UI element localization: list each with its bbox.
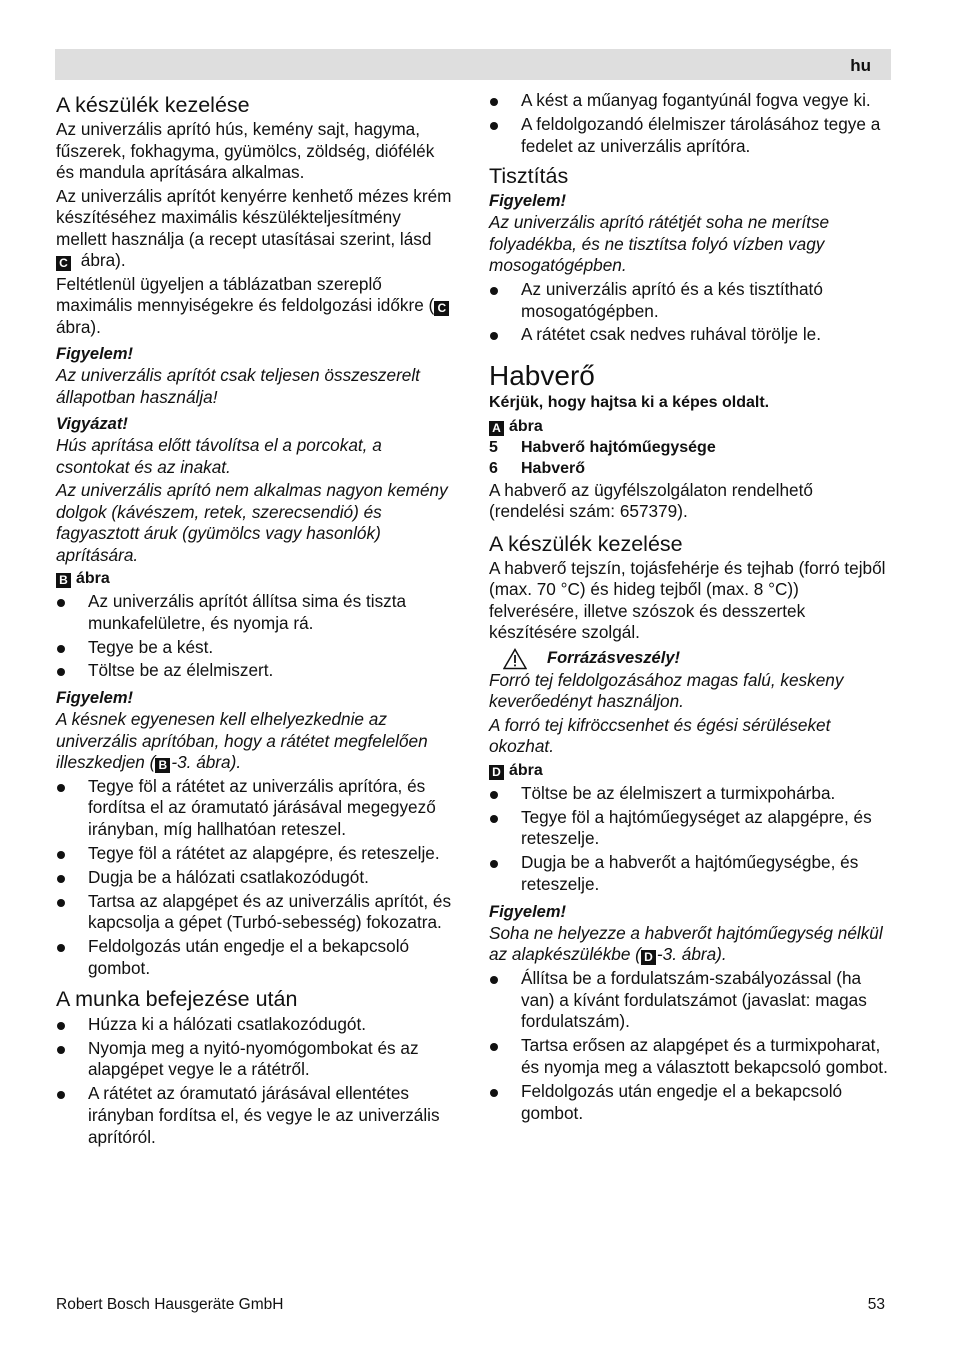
- attention-heading: Figyelem!: [56, 689, 134, 708]
- list-item: Töltse be az élelmiszert a turmixpohárba.: [489, 783, 893, 805]
- attention-text: Az univerzális aprító rátétjét soha ne merítse folyadékba, és ne tisztítsa folyó vízben vagy mosogatógépben.: [489, 212, 830, 276]
- section-heading-use: A készülék kezelése: [489, 531, 683, 556]
- warning-triangle-icon: [503, 648, 527, 670]
- list-item: A kést a műanyag fogantyúnál fogva vegye ki.: [489, 90, 893, 112]
- figure-a-badge: A: [489, 421, 504, 436]
- caution-text: Az univerzális aprító nem alkalmas nagyon kemény dolgok (kávészem, retek, szerecsendió) és fagyasztott áruk (gyümölcs vagy hasonlók) aprítására.: [56, 480, 448, 565]
- caution-text: Hús aprítása előtt távolítsa el a porcokat, a csontokat és az inakat.: [56, 435, 382, 477]
- left-column: [56, 90, 456, 1152]
- parts-item: 5 Habverő hajtóműegysége: [489, 438, 716, 456]
- figure-b-badge: B: [56, 573, 71, 588]
- paragraph: A habverő tejszín, tojásfehérje és tejhab (forró tejből (max. 70 °C) és hideg tejből (max. 8 °C)) felverésére, illetve szószok és desszertek készítésére szolgál.: [489, 557, 886, 643]
- scald-heading: Forrázásveszély!: [547, 649, 680, 668]
- attention-heading: Figyelem!: [489, 192, 567, 211]
- figure-reference: D ábra: [489, 760, 893, 781]
- section-heading-use: A készülék kezelése: [56, 93, 250, 117]
- figure-reference: A ábra: [489, 416, 893, 437]
- fold-out-note: Kérjük, hogy hajtsa ki a képes oldalt.: [489, 394, 770, 412]
- figure-reference: B ábra: [56, 568, 456, 589]
- instruction-list: [56, 1014, 456, 1149]
- paragraph: Az univerzális aprító hús, kemény sajt, hagyma, fűszerek, fokhagyma, gyümölcs, zöldség, diófélék és mandula aprítására alkalmas.: [56, 119, 435, 182]
- list-item: Tegye föl a rátétet az univerzális aprítóra, és fordítsa el az óramutató járásával megegyező irányban, míg hallhatóan reteszel.: [56, 776, 456, 841]
- list-item: Tartsa az alapgépet és az univerzális aprítót, és kapcsolja a gépet (Turbó-sebesség) fokozatra.: [56, 891, 456, 935]
- list-item: Dugja be a habverőt a hajtóműegységbe, és reteszelje.: [489, 852, 893, 896]
- list-item: Töltse be az élelmiszert.: [56, 660, 456, 682]
- list-item: Az univerzális aprító és a kés tisztítható mosogatógépben.: [489, 279, 893, 323]
- scald-text: A forró tej kifröccsenhet és égési sérüléseket okozhat.: [489, 714, 831, 757]
- paragraph: A habverő az ügyfélszolgálaton rendelhető (rendelési szám: 657379).: [489, 479, 813, 522]
- list-item: Húzza ki a hálózati csatlakozódugót.: [56, 1014, 456, 1036]
- right-column: [489, 90, 893, 1127]
- caution-heading: Vigyázat!: [56, 415, 128, 433]
- list-item: Nyomja meg a nyitó-nyomógombokat és az alapgépet vegye le a rátétről.: [56, 1038, 456, 1082]
- paragraph: Az univerzális aprítót kenyérre kenhető mézes krém készítéséhez maximális készülékteljesítmény mellett használja (a recept utasításai szerint, lásd C ábra).: [56, 185, 452, 270]
- scald-text: Forró tej feldolgozásához magas falú, keskeny keverőedényt használjon.: [489, 669, 844, 712]
- instruction-list: [489, 783, 893, 896]
- section-heading-after: A munka befejezése után: [56, 986, 298, 1011]
- list-item: A rátétet csak nedves ruhával törölje le.: [489, 324, 893, 346]
- list-item: Tegye föl a hajtóműegységet az alapgépre, és reteszelje.: [489, 807, 893, 851]
- instruction-list: [56, 591, 456, 682]
- attention-text: A késnek egyenesen kell elhelyezkednie az univerzális aprítóban, hogy a rátétet megfelelően illeszkedjen ( B -3. ábra).: [56, 709, 428, 773]
- attention-heading: Figyelem!: [489, 902, 567, 921]
- attention-text: Az univerzális aprítót csak teljesen összeszerelt állapotban használja!: [56, 365, 420, 407]
- figure-c-badge: C: [434, 301, 449, 316]
- figure-d-badge: D: [641, 950, 656, 965]
- figure-b-badge: B: [155, 758, 170, 773]
- list-item: Tegye be a kést.: [56, 637, 456, 659]
- chapter-title: Habverő: [489, 360, 595, 392]
- paragraph: Feltétlenül ügyeljen a táblázatban szereplő maximális mennyiségekre és feldolgozási időkre ( C ábra).: [56, 274, 456, 339]
- instruction-list: [489, 279, 893, 346]
- list-item: Feldolgozás után engedje el a bekapcsoló gombot.: [489, 1081, 893, 1125]
- footer-company: Robert Bosch Hausgeräte GmbH: [56, 1296, 284, 1313]
- header-bar: [55, 49, 891, 80]
- language-code: hu: [850, 56, 871, 75]
- attention-heading: Figyelem!: [56, 345, 134, 363]
- list-item: Az univerzális aprítót állítsa sima és tiszta munkafelületre, és nyomja rá.: [56, 591, 456, 635]
- list-item: A feldolgozandó élelmiszer tárolásához tegye a fedelet az univerzális aprítóra.: [489, 114, 893, 158]
- figure-d-badge: D: [489, 765, 504, 780]
- scald-warning: [489, 648, 893, 670]
- list-item: Tegye föl a rátétet az alapgépre, és reteszelje.: [56, 843, 456, 865]
- instruction-list: [489, 90, 893, 157]
- instruction-list: [56, 776, 456, 980]
- list-item: Állítsa be a fordulatszám-szabályozással (ha van) a kívánt fordulatszámot (javaslat: magas fordulatszám).: [489, 968, 893, 1033]
- section-heading-cleaning: Tisztítás: [489, 164, 569, 189]
- list-item: Feldolgozás után engedje el a bekapcsoló gombot.: [56, 936, 456, 980]
- list-item: A rátétet az óramutató járásával ellentétes irányban fordítsa el, és vegye le az univerzális aprítóról.: [56, 1083, 456, 1148]
- instruction-list: [489, 968, 893, 1125]
- figure-c-badge: C: [56, 256, 71, 271]
- parts-item: 6 Habverő: [489, 460, 586, 478]
- list-item: Tartsa erősen az alapgépet és a turmixpoharat, és nyomja meg a választott bekapcsoló gombot.: [489, 1035, 893, 1079]
- page-number: 53: [867, 1296, 885, 1313]
- list-item: Dugja be a hálózati csatlakozódugót.: [56, 867, 456, 889]
- attention-text: Soha ne helyezze a habverőt hajtóműegység nélkül az alapkészülékbe ( D -3. ábra).: [489, 922, 883, 965]
